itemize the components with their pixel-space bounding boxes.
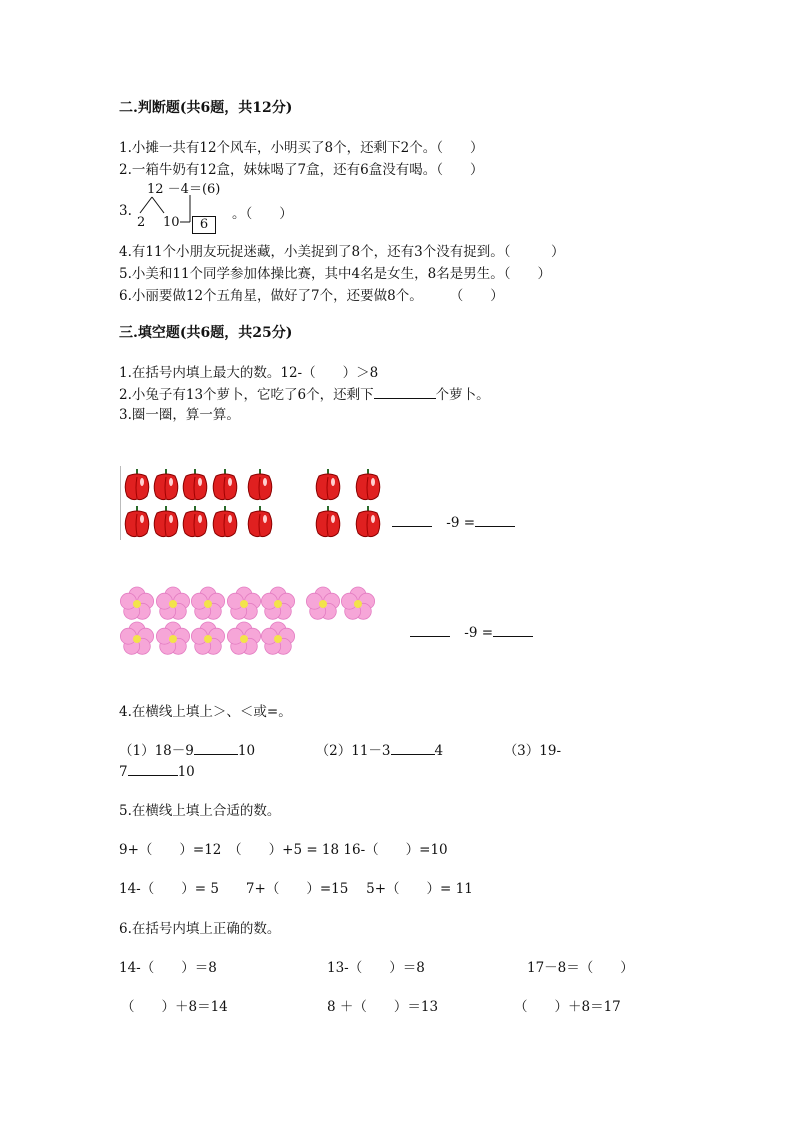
pink-flower-icon xyxy=(190,621,226,657)
compare-a: （1）18－9 xyxy=(119,743,194,759)
red-pepper-icon xyxy=(180,505,210,539)
judge-item-1: 1.小摊一共有12个风车，小明买了8个，还剩下2个。（ ） xyxy=(119,140,484,156)
answer-box: 6 xyxy=(192,216,216,234)
pink-flower-icon xyxy=(119,621,155,657)
judge-item-6: 6.小丽要做12个五角星，做好了7个，还要做8个。 （ ） xyxy=(119,288,504,304)
fill-item-2-tail: 个萝卜。 xyxy=(435,387,490,403)
red-pepper-icon xyxy=(151,468,181,502)
compare-b-blank[interactable] xyxy=(391,740,435,755)
fill-item-6-r2b: 8 ＋（ ）＝13 xyxy=(327,999,439,1015)
compare-c-end: 10 xyxy=(177,764,195,780)
split-left-number: 2 xyxy=(137,215,146,230)
flower-answer-blank-2[interactable] xyxy=(493,622,533,637)
answer-blank[interactable] xyxy=(374,384,436,399)
pepper-answer-blank-1[interactable] xyxy=(392,512,432,527)
flower-equation xyxy=(410,622,533,641)
pink-flower-icon xyxy=(155,586,191,622)
fill-item-5: 5.在横线上填上合适的数。 xyxy=(119,803,281,819)
pink-flower-icon xyxy=(190,586,226,622)
pepper-group-edge xyxy=(120,466,121,540)
judge-item-3-equation: 12 －4＝(6) xyxy=(147,182,221,197)
flower-answer-blank-1[interactable] xyxy=(410,622,450,637)
red-pepper-icon xyxy=(122,468,152,502)
red-pepper-icon xyxy=(180,468,210,502)
red-pepper-icon xyxy=(353,505,383,539)
pink-flower-icon xyxy=(119,586,155,622)
judge-item-4: 4.有11个小朋友玩捉迷藏，小美捉到了8个，还有3个没有捉到。（ ） xyxy=(119,244,565,260)
fill-item-2 xyxy=(119,383,490,403)
fill-item-5-row-2: 14-（ ）= 5 7+（ ）=15 5+（ ）= 11 xyxy=(119,881,473,897)
pepper-equation-text: -9 = xyxy=(446,515,476,531)
judge-item-5: 5.小美和11个同学参加体操比赛，其中4名是女生，8名是男生。（ ） xyxy=(119,266,551,282)
red-pepper-icon xyxy=(313,505,343,539)
fill-item-6-r2a: （ ）＋8＝14 xyxy=(121,999,228,1015)
compare-b: （2）11－3 xyxy=(315,743,391,759)
compare-a-end: 10 xyxy=(237,743,256,759)
fill-item-6: 6.在括号内填上正确的数。 xyxy=(119,921,281,937)
judge-item-3-tail: 。（ ） xyxy=(232,206,293,222)
fill-item-4: 4.在横线上填上＞、＜或=。 xyxy=(119,704,292,720)
compare-c: （3）19- xyxy=(503,743,562,759)
red-pepper-icon xyxy=(122,505,152,539)
red-pepper-icon xyxy=(151,505,181,539)
pepper-equation xyxy=(392,512,515,531)
judge-item-3-number: 3. xyxy=(119,203,132,219)
fill-item-6-r2c: （ ）＋8＝17 xyxy=(514,999,621,1015)
fill-item-2-text: 2.小兔子有13个萝卜，它吃了6个，还剩下 xyxy=(119,387,374,403)
fill-item-3: 3.圈一圈，算一算。 xyxy=(119,407,240,423)
flower-equation-text: -9 = xyxy=(464,625,494,641)
pink-flower-icon xyxy=(340,586,376,622)
pink-flower-icon xyxy=(226,621,262,657)
compare-row-2 xyxy=(119,761,195,780)
compare-b-end: 4 xyxy=(434,743,444,759)
judge-item-2: 2.一箱牛奶有12盒，妹妹喝了7盒，还有6盒没有喝。（ ） xyxy=(119,162,484,178)
fill-item-6-r1c: 17－8＝（ ） xyxy=(527,960,634,976)
fill-item-5-row-1: 9+（ ）=12 （ ）+5 = 18 16-（ ）=10 xyxy=(119,842,448,858)
pink-flower-icon xyxy=(305,586,341,622)
pink-flower-icon xyxy=(155,621,191,657)
compare-row xyxy=(119,739,561,759)
red-pepper-icon xyxy=(245,468,275,502)
fill-item-1: 1.在括号内填上最大的数。12-（ ）＞8 xyxy=(119,365,379,381)
red-pepper-icon xyxy=(353,468,383,502)
pink-flower-icon xyxy=(226,586,262,622)
red-pepper-icon xyxy=(313,468,343,502)
section-2-title: 二.判断题(共6题，共12分) xyxy=(119,100,293,116)
section-3-title: 三.填空题(共6题，共25分) xyxy=(119,325,293,341)
split-right-number: 10 xyxy=(163,215,180,230)
red-pepper-icon xyxy=(245,505,275,539)
red-pepper-icon xyxy=(210,468,240,502)
compare-c-blank[interactable] xyxy=(128,761,178,776)
pink-flower-icon xyxy=(260,586,296,622)
pink-flower-icon xyxy=(260,621,296,657)
pepper-answer-blank-2[interactable] xyxy=(475,512,515,527)
compare-c-2: 7 xyxy=(119,764,128,780)
fill-item-6-r1b: 13-（ ）＝8 xyxy=(327,960,425,976)
compare-a-blank[interactable] xyxy=(194,740,238,755)
fill-item-6-r1a: 14-（ ）＝8 xyxy=(119,960,217,976)
red-pepper-icon xyxy=(210,505,240,539)
